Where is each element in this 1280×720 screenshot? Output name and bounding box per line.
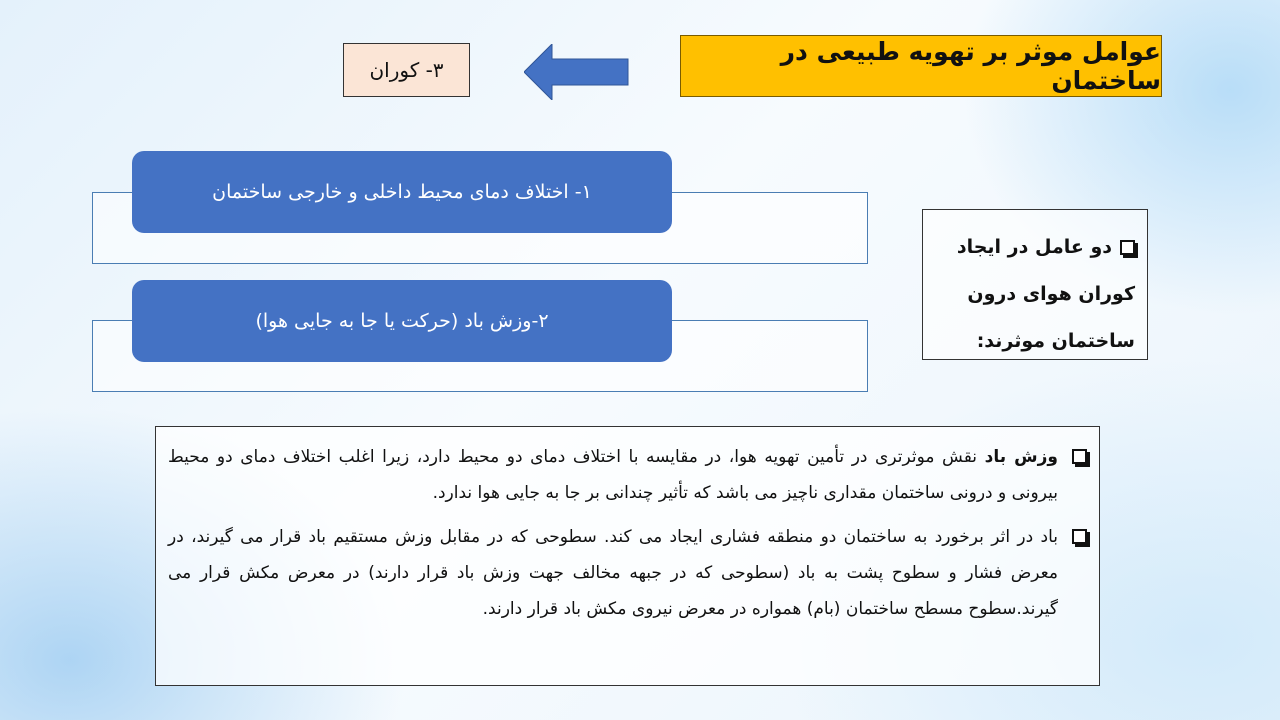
- step-label: ۳- کوران: [369, 58, 444, 82]
- paragraph-2-text: باد در اثر برخورد به ساختمان دو منطقه فشاری ایجاد می کند. سطوحی که در مقابل وزش مستقیم باد قرار می گیرند، در معرض فشار و سطوح پشت به باد (سطوحی که در جبهه مخالف جهت وزش باد قرار دارند) در معرض مکش قرار می گیرند.سطوح مسطح ساختمان (بام) همواره در معرض نیروی مکش باد قرار دارند.: [168, 527, 1058, 619]
- factors-note-box: [922, 209, 1148, 360]
- slide-title-text: عوامل موثر بر تهویه طبیعی در ساختمان: [780, 37, 1161, 95]
- checkbox-icon: [1072, 529, 1087, 544]
- slide-title: [680, 35, 1162, 97]
- description-paragraph-2: [168, 519, 1087, 627]
- factor-item-1-label: ۱- اختلاف دمای محیط داخلی و خارجی ساختمان: [212, 181, 592, 203]
- factor-item-2-label: ۲-وزش باد (حرکت یا جا به جایی هوا): [255, 310, 549, 332]
- paragraph-1-text: نقش موثرتری در تأمین تهویه هوا، در مقایسه با اختلاف دمای دو محیط دارد، زیرا اغلب اختلاف دمای دو محیط بیرونی و درونی ساختمان مقداری ناچیز می باشد که تأثیر چندانی بر جا به جایی هوا ندارد.: [168, 447, 1058, 503]
- factors-note-text: دو عامل در ایجاد کوران هوای درون ساختمان موثرند:: [956, 236, 1135, 352]
- factor-item-2: [132, 280, 672, 362]
- arrow-left-icon: [524, 44, 630, 100]
- description-box: [155, 426, 1100, 686]
- checkbox-icon: [1072, 449, 1087, 464]
- description-paragraph-1: [168, 439, 1087, 511]
- factor-item-1: [132, 151, 672, 233]
- checkbox-icon: [1120, 240, 1135, 255]
- step-label-box: [343, 43, 470, 97]
- paragraph-1-bold: وزش باد: [984, 447, 1058, 467]
